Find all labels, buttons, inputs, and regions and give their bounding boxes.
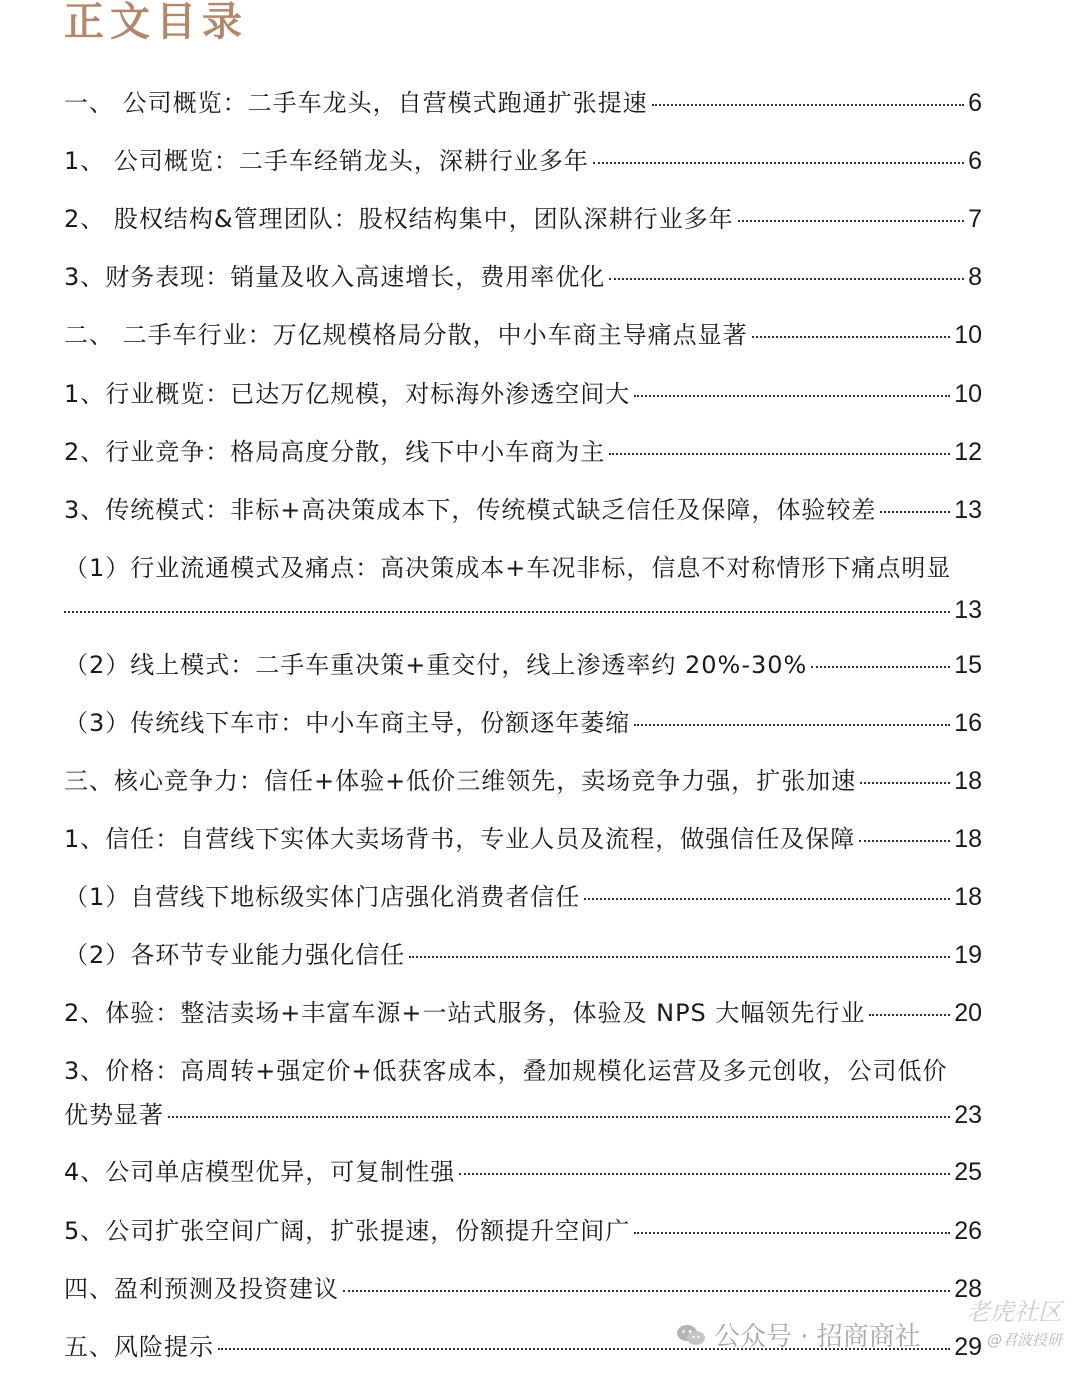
toc-entry[interactable]	[64, 88, 982, 118]
toc-entry-page: 20	[954, 999, 982, 1027]
toc-entry[interactable]	[64, 146, 982, 176]
toc-entry-page: 6	[968, 147, 982, 175]
toc-entry-label: 三、核心竞争力：信任+体验+低价三维领先，卖场竞争力强，扩张加速	[64, 767, 857, 795]
dot-leader	[811, 666, 950, 668]
toc-entry-label: 1、信任：自营线下实体大卖场背书，专业人员及流程，做强信任及保障	[64, 825, 856, 853]
toc-entry[interactable]	[64, 708, 982, 738]
toc-entry-page: 29	[954, 1333, 982, 1361]
toc-entry[interactable]	[64, 595, 982, 625]
toc-entry-label: 3、财务表现：销量及收入高速增长，费用率优化	[64, 263, 606, 291]
toc-entry-label: 五、风险提示	[64, 1333, 214, 1361]
dot-leader	[880, 511, 950, 513]
toc-entry-label: （2）各环节专业能力强化信任	[64, 941, 406, 969]
brand-line1: 老虎社区	[966, 1298, 1062, 1326]
dot-leader	[459, 1173, 950, 1175]
toc-entry[interactable]	[64, 495, 982, 525]
toc-entry-page: 13	[954, 596, 982, 624]
toc-entry-page: 10	[954, 321, 982, 349]
toc-entry-page: 18	[954, 767, 982, 795]
toc-entry[interactable]	[64, 1216, 982, 1246]
toc-entry[interactable]	[64, 998, 982, 1028]
toc-entry-label: 一、 公司概览：二手车龙头，自营模式跑通扩张提速	[64, 89, 648, 117]
watermark-text: 公众号 · 招商商社	[714, 1322, 921, 1352]
toc-entry[interactable]	[64, 437, 982, 467]
toc-entry[interactable]	[64, 204, 982, 234]
toc-entry-page: 18	[954, 883, 982, 911]
dot-leader	[752, 336, 951, 338]
toc-entry-label: 2、 股权结构&管理团队：股权结构集中，团队深耕行业多年	[64, 205, 734, 233]
toc-entry-label: （1）自营线下地标级实体门店强化消费者信任	[64, 883, 581, 911]
dot-leader	[860, 782, 950, 784]
toc-entry[interactable]	[64, 650, 982, 680]
toc-entry-label: 1、行业概览：已达万亿规模，对标海外渗透空间大	[64, 380, 631, 408]
toc-entry-label: 2、体验：整洁卖场+丰富车源+一站式服务，体验及 NPS 大幅领先行业	[64, 999, 866, 1027]
dot-leader	[343, 1290, 950, 1292]
toc-entry[interactable]	[64, 320, 982, 350]
brand-watermark	[966, 1298, 1062, 1354]
dot-leader	[634, 724, 950, 726]
dot-leader	[609, 278, 964, 280]
toc-entry-page: 19	[954, 941, 982, 969]
toc-entry-page: 15	[954, 651, 982, 679]
toc-entry-label: 1、 公司概览：二手车经销龙头，深耕行业多年	[64, 147, 589, 175]
toc-entry-page: 13	[954, 496, 982, 524]
dot-leader	[609, 453, 950, 455]
toc-entry-page: 10	[954, 380, 982, 408]
toc-entry[interactable]	[64, 1157, 982, 1187]
toc-entry-label: （2）线上模式：二手车重决策+重交付，线上渗透率约 20%-30%	[64, 651, 808, 679]
toc-entry-page: 16	[954, 709, 982, 737]
dot-leader	[738, 220, 964, 222]
toc-entry-label: 4、公司单店模型优异，可复制性强	[64, 1158, 456, 1186]
toc-entry-page: 12	[954, 438, 982, 466]
dot-leader	[64, 611, 950, 613]
toc-entry-page: 18	[954, 825, 982, 853]
dot-leader	[869, 1014, 950, 1016]
toc-entry[interactable]	[64, 379, 982, 409]
dot-leader	[584, 898, 950, 900]
toc-entry-label-line1[interactable]: （1）行业流通模式及痛点：高决策成本+车况非标，信息不对称情形下痛点明显	[64, 554, 952, 582]
toc-entry[interactable]	[64, 766, 982, 796]
toc-entry[interactable]	[64, 1100, 982, 1130]
toc-entry[interactable]	[64, 1274, 982, 1304]
toc-entry-label: 优势显著	[64, 1101, 164, 1129]
toc-entry-label: （3）传统线下车市：中小车商主导，份额逐年萎缩	[64, 709, 631, 737]
dot-leader	[859, 840, 950, 842]
page-title: 正文目录	[64, 0, 248, 45]
toc-entry[interactable]	[64, 824, 982, 854]
toc-entry-label: 四、盈利预测及投资建议	[64, 1275, 339, 1303]
toc-entry-page: 8	[968, 263, 982, 291]
toc-entry-page: 25	[954, 1158, 982, 1186]
dot-leader	[634, 395, 950, 397]
dot-leader	[652, 104, 964, 106]
dot-leader	[168, 1116, 950, 1118]
toc-entry[interactable]	[64, 262, 982, 292]
toc-entry-label: 二、 二手车行业：万亿规模格局分散，中小车商主导痛点显著	[64, 321, 748, 349]
toc-entry[interactable]	[64, 882, 982, 912]
dot-leader	[593, 162, 964, 164]
wechat-watermark	[676, 1316, 921, 1353]
toc-entry-label: 5、公司扩张空间广阔，扩张提速，份额提升空间广	[64, 1217, 631, 1245]
toc-entry-label-line1[interactable]: 3、价格：高周转+强定价+低获客成本，叠加规模化运营及多元创收，公司低价	[64, 1057, 948, 1085]
wechat-icon	[676, 1323, 706, 1347]
toc-entry[interactable]	[64, 940, 982, 970]
toc-entry-label: 2、行业竞争：格局高度分散，线下中小车商为主	[64, 438, 606, 466]
dot-leader	[409, 956, 950, 958]
toc-entry-page: 7	[968, 205, 982, 233]
toc-entry-label: 3、传统模式：非标+高决策成本下，传统模式缺乏信任及保障，体验较差	[64, 496, 877, 524]
toc-entry-page: 28	[954, 1275, 982, 1303]
toc-entry-page: 23	[954, 1101, 982, 1129]
brand-line2: @君波投研	[986, 1331, 1062, 1349]
dot-leader	[634, 1232, 950, 1234]
toc-entry-page: 26	[954, 1217, 982, 1245]
toc-entry-page: 6	[968, 89, 982, 117]
